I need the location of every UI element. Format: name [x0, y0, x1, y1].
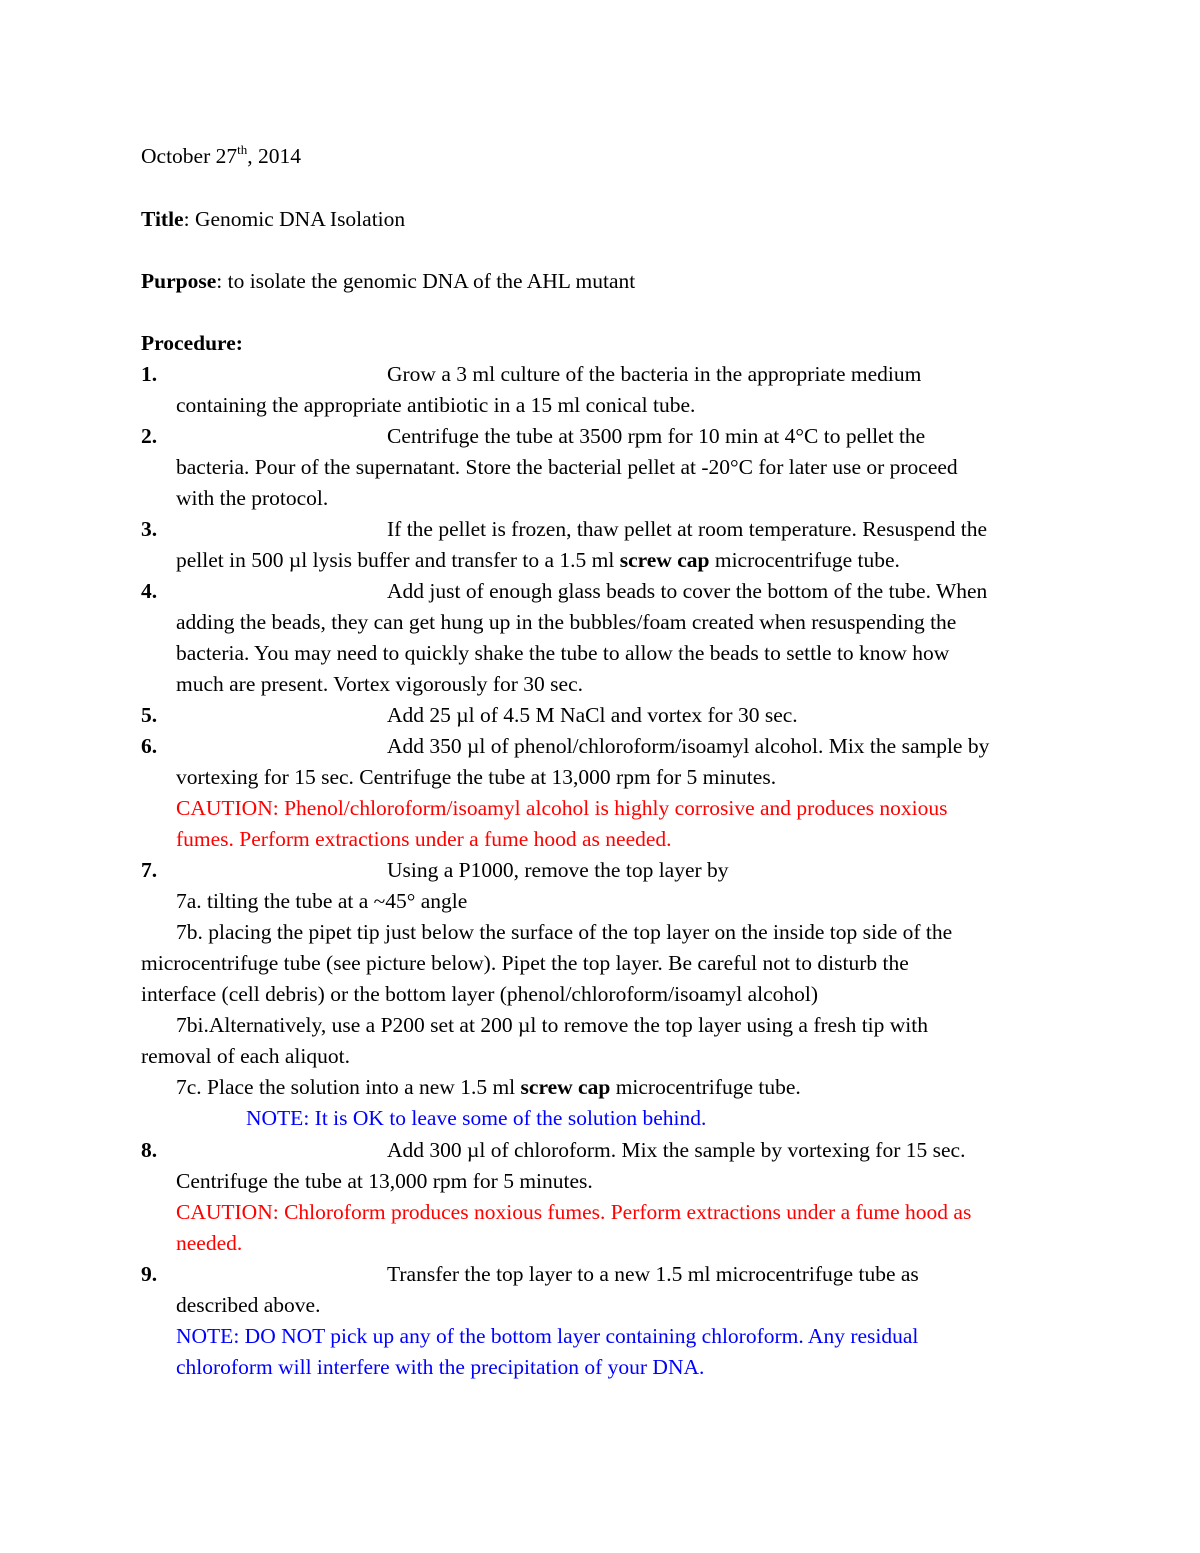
step-7b-line: microcentrifuge tube (see picture below). Pipet the top layer. Be careful not to disturb the: [141, 951, 909, 975]
step-8-number: 8.: [141, 1138, 158, 1162]
purpose-line: [141, 271, 635, 293]
step-3-text: pellet in 500 µl lysis buffer and transfer to a 1.5 ml: [176, 548, 620, 572]
step-6-number: 6.: [141, 734, 158, 758]
step-7bi-line: removal of each aliquot.: [141, 1044, 350, 1068]
date-month-day: October 27: [141, 144, 238, 168]
step-1-number: 1.: [141, 362, 158, 386]
date-year: , 2014: [247, 144, 301, 168]
step-6-line: vortexing for 15 sec. Centrifuge the tube at 13,000 rpm for 5 minutes.: [176, 765, 777, 789]
purpose-value: : to isolate the genomic DNA of the AHL mutant: [216, 269, 636, 293]
note-text: chloroform will interfere with the precipitation of your DNA.: [176, 1355, 705, 1379]
step-4-line: Add just of enough glass beads to cover the bottom of the tube. When: [387, 579, 988, 603]
step-5-line: Add 25 µl of 4.5 M NaCl and vortex for 30 sec.: [387, 703, 798, 727]
step-7bi-line: 7bi.Alternatively, use a P200 set at 200 µl to remove the top layer using a fresh tip with: [176, 1013, 928, 1037]
step-7c-text: microcentrifuge tube.: [610, 1075, 801, 1099]
step-7a-line: 7a. tilting the tube at a ~45° angle: [176, 889, 468, 913]
step-3-number: 3.: [141, 517, 158, 541]
step-4-line: much are present. Vortex vigorously for 30 sec.: [176, 672, 584, 696]
procedure-heading: Procedure:: [141, 331, 243, 355]
date-suffix: th: [237, 142, 248, 157]
step-7c-text: 7c. Place the solution into a new 1.5 ml: [176, 1075, 521, 1099]
step-7b-line: 7b. placing the pipet tip just below the surface of the top layer on the inside top side of the: [176, 920, 953, 944]
note-text: NOTE: DO NOT pick up any of the bottom layer containing chloroform. Any residual: [176, 1324, 919, 1348]
title-label: Title: [141, 207, 184, 231]
step-3-line: If the pellet is frozen, thaw pellet at room temperature. Resuspend the: [387, 517, 987, 541]
title-line: [141, 209, 405, 231]
screw-cap-emphasis: screw cap: [520, 1075, 611, 1099]
step-4-line: bacteria. You may need to quickly shake the tube to allow the beads to settle to know how: [176, 641, 950, 665]
caution-text: fumes. Perform extractions under a fume hood as needed.: [176, 827, 672, 851]
step-7-number: 7.: [141, 858, 158, 882]
screw-cap-emphasis: screw cap: [619, 548, 710, 572]
caution-text: CAUTION: Phenol/chloroform/isoamyl alcohol is highly corrosive and produces noxious: [176, 796, 948, 820]
purpose-label: Purpose: [141, 269, 217, 293]
caution-text: CAUTION: Chloroform produces noxious fumes. Perform extractions under a fume hood as: [176, 1200, 972, 1224]
step-1-line: containing the appropriate antibiotic in a 15 ml conical tube.: [176, 393, 696, 417]
title-value: : Genomic DNA Isolation: [183, 207, 406, 231]
date-line: [141, 142, 301, 168]
step-3-text: microcentrifuge tube.: [709, 548, 900, 572]
step-1-line: Grow a 3 ml culture of the bacteria in the appropriate medium: [387, 362, 922, 386]
step-4-line: adding the beads, they can get hung up in the bubbles/foam created when resuspending the: [176, 610, 957, 634]
caution-text: needed.: [176, 1231, 243, 1255]
step-7b-line: interface (cell debris) or the bottom layer (phenol/chloroform/isoamyl alcohol): [141, 982, 819, 1006]
step-8-line: Add 300 µl of chloroform. Mix the sample by vortexing for 15 sec.: [387, 1138, 966, 1162]
step-5-number: 5.: [141, 703, 158, 727]
step-8-line: Centrifuge the tube at 13,000 rpm for 5 minutes.: [176, 1169, 593, 1193]
step-2-line: Centrifuge the tube at 3500 rpm for 10 min at 4°C to pellet the: [387, 424, 926, 448]
step-9-number: 9.: [141, 1262, 158, 1286]
step-9-line: Transfer the top layer to a new 1.5 ml microcentrifuge tube as: [387, 1262, 919, 1286]
step-3-line: [176, 550, 900, 572]
step-7-line: Using a P1000, remove the top layer by: [387, 858, 729, 882]
step-6-line: Add 350 µl of phenol/chloroform/isoamyl alcohol. Mix the sample by: [387, 734, 990, 758]
step-2-line: bacteria. Pour of the supernatant. Store the bacterial pellet at -20°C for later use or proceed: [176, 455, 958, 479]
note-text: NOTE: It is OK to leave some of the solution behind.: [246, 1106, 707, 1130]
step-4-number: 4.: [141, 579, 158, 603]
step-2-line: with the protocol.: [176, 486, 329, 510]
step-7c-line: [176, 1077, 801, 1099]
step-2-number: 2.: [141, 424, 158, 448]
step-9-line: described above.: [176, 1293, 321, 1317]
